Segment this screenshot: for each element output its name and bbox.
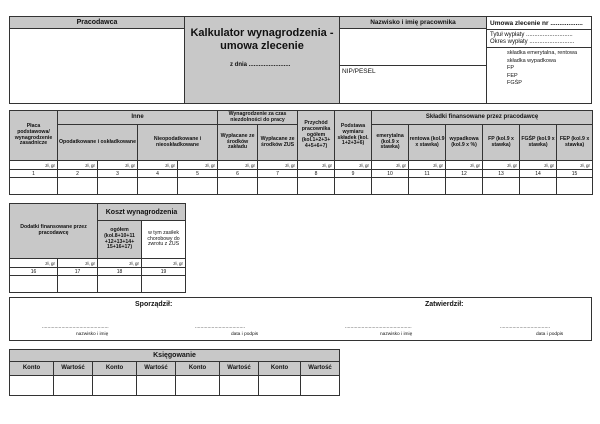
value-cell[interactable] [446, 178, 483, 195]
unit-cell: zł, gr [58, 259, 98, 268]
title-line-2: umowa zlecenie [220, 40, 304, 52]
approved-sign-caption: data i podpis [536, 332, 564, 337]
column-number: 18 [98, 268, 142, 276]
column-number: 8 [298, 170, 335, 178]
unit-cell: zł, gr [520, 161, 557, 170]
value-cell[interactable] [98, 276, 142, 293]
employee-section [339, 16, 487, 104]
payment-period[interactable]: Okres wypłaty ........................... [487, 38, 591, 48]
date-field[interactable]: z dnia ......................... [230, 62, 291, 68]
approved-name-line[interactable]: ................................................ [345, 324, 412, 330]
column-number: 19 [142, 268, 186, 276]
value-cell[interactable] [372, 178, 409, 195]
value-cell[interactable] [298, 178, 335, 195]
unit-cell: zł, gr [10, 259, 58, 268]
value-cell[interactable] [142, 276, 186, 293]
unit-cell: zł, gr [298, 161, 335, 170]
cost-table [9, 203, 186, 293]
col-amount: Wartość [137, 362, 176, 376]
unit-cell: zł, gr [483, 161, 520, 170]
value-cell[interactable] [520, 178, 557, 195]
column-number: 7 [258, 170, 298, 178]
prepared-name-line[interactable]: ................................................ [42, 324, 109, 330]
value-cell[interactable] [301, 376, 340, 396]
col-accident: wypadkowa (kol.9 x %) [446, 125, 483, 161]
col-disability: rentowa (kol.9 x stawka) [409, 125, 446, 161]
value-row [10, 376, 340, 396]
unit-cell: zł, gr [10, 161, 58, 170]
column-number: 12 [446, 170, 483, 178]
col-other: Inne [58, 111, 218, 125]
col-total-income: Przychód pracownika ogółem (kol.1+2+3+ 4+5+6+7) [298, 111, 335, 161]
col-account: Konto [259, 362, 301, 376]
value-cell[interactable] [258, 178, 298, 195]
column-number: 13 [483, 170, 520, 178]
value-cell[interactable] [54, 376, 93, 396]
unit-row [10, 161, 593, 170]
unit-cell: zł, gr [58, 161, 98, 170]
column-number: 9 [335, 170, 372, 178]
value-cell[interactable] [93, 376, 137, 396]
col-taxed: Opodatkowane i oskładkowane [58, 125, 138, 161]
contribution-item: składka wypadkowa [507, 57, 556, 64]
nip-label: NIP/PESEL [342, 68, 376, 75]
col-account: Konto [10, 362, 54, 376]
number-row [10, 170, 593, 178]
col-salary-cost: Koszt wynagrodzenia [98, 204, 186, 221]
unit-cell: zł, gr [218, 161, 258, 170]
column-number: 6 [218, 170, 258, 178]
employer-section [9, 16, 185, 104]
prepared-sign-line[interactable]: .................................... [195, 324, 246, 330]
value-cell[interactable] [137, 376, 176, 396]
payment-title[interactable]: Tytuł wypłaty ............................ [490, 32, 573, 38]
col-amount: Wartość [220, 362, 259, 376]
contract-section [486, 16, 592, 104]
prepared-sign-caption: data i podpis [231, 332, 259, 337]
col-contribution-base: Podstawa wymiaru składek (kol. 1+2+3+6) [335, 111, 372, 161]
employee-name-field[interactable] [340, 29, 486, 66]
value-cell[interactable] [218, 178, 258, 195]
column-number: 15 [557, 170, 593, 178]
col-sick-pay: Wynagrodzenie za czas niezdolności do pracy [218, 111, 298, 125]
value-cell[interactable] [178, 178, 218, 195]
column-number: 2 [58, 170, 98, 178]
contribution-item: FP [507, 65, 515, 71]
col-amount: Wartość [301, 362, 340, 376]
col-cost-total: ogółem (kol.8+10+11 +12+13+14+ 15+16+17) [98, 221, 142, 259]
value-cell[interactable] [259, 376, 301, 396]
value-cell[interactable] [98, 178, 138, 195]
contract-number[interactable]: Umowa zlecenie nr .................. [487, 17, 591, 30]
col-amount: Wartość [54, 362, 93, 376]
value-cell[interactable] [335, 178, 372, 195]
page-title [185, 27, 339, 53]
col-fp: FP (kol.9 x stawka) [483, 125, 520, 161]
col-fep: FEP (kol.9 x stawka) [557, 125, 593, 161]
contribution-item: FGŚP [507, 80, 522, 86]
col-basic-pay: Płaca podstawowa/ wynagrodzenie zasadnicze [10, 111, 58, 161]
unit-cell: zł, gr [98, 161, 138, 170]
salary-table [9, 110, 593, 195]
unit-cell: zł, gr [138, 161, 178, 170]
value-row [10, 178, 593, 195]
signatures-section [9, 297, 592, 341]
number-row [10, 268, 186, 276]
approved-name-caption: nazwisko i imię [380, 332, 413, 337]
unit-cell: zł, gr [98, 259, 142, 268]
col-sick-benefit: w tym zasiłek chorobowy do zwrotu z ZUS [142, 221, 186, 259]
col-employer-contributions: Składki finansowane przez pracodawcę [372, 111, 593, 125]
value-cell[interactable] [10, 276, 58, 293]
approved-sign-line[interactable]: .................................... [500, 324, 551, 330]
value-cell[interactable] [483, 178, 520, 195]
unit-row [10, 259, 186, 268]
accounting-title: Księgowanie [10, 350, 340, 362]
col-paid-employer: Wypłacane ze środków zakładu [218, 125, 258, 161]
unit-cell: zł, gr [446, 161, 483, 170]
value-cell[interactable] [10, 376, 54, 396]
column-number: 3 [98, 170, 138, 178]
value-cell[interactable] [557, 178, 593, 195]
unit-cell: zł, gr [335, 161, 372, 170]
column-number: 16 [10, 268, 58, 276]
column-number: 10 [372, 170, 409, 178]
column-number: 17 [58, 268, 98, 276]
col-account: Konto [93, 362, 137, 376]
unit-cell: zł, gr [258, 161, 298, 170]
value-cell[interactable] [138, 178, 178, 195]
value-cell[interactable] [10, 178, 58, 195]
unit-cell: zł, gr [409, 161, 446, 170]
unit-cell: zł, gr [178, 161, 218, 170]
column-number: 5 [178, 170, 218, 178]
value-cell[interactable] [220, 376, 259, 396]
column-number: 1 [10, 170, 58, 178]
unit-cell: zł, gr [372, 161, 409, 170]
contribution-item: FEP [507, 72, 518, 79]
column-number: 4 [138, 170, 178, 178]
value-cell[interactable] [176, 376, 220, 396]
col-fgsp: FGŚP (kol.9 x stawka) [520, 125, 557, 161]
column-number: 14 [520, 170, 557, 178]
col-pension: emerytalna (kol.9 x stawka) [372, 125, 409, 161]
unit-cell: zł, gr [557, 161, 593, 170]
col-employer-bonuses: Dodatki finansowane przez pracodawcę [10, 204, 98, 259]
col-account: Konto [176, 362, 220, 376]
accounting-table [9, 349, 340, 396]
value-row [10, 276, 186, 293]
title-line-1: Kalkulator wynagrodzenia - [190, 27, 334, 39]
value-cell[interactable] [58, 178, 98, 195]
approved-label: Zatwierdził: [425, 301, 464, 308]
value-cell[interactable] [409, 178, 446, 195]
title-section [184, 16, 340, 104]
employer-label: Pracodawca [10, 17, 184, 29]
unit-cell: zł, gr [142, 259, 186, 268]
contributions-list [487, 48, 591, 88]
column-number: 11 [409, 170, 446, 178]
col-paid-zus: Wypłacane ze środków ZUS [258, 125, 298, 161]
value-cell[interactable] [58, 276, 98, 293]
col-untaxed: Nieopodatkowane i nieoskładkowane [138, 125, 218, 161]
employee-label: Nazwisko i imię pracownika [340, 17, 486, 29]
contribution-item: składka emerytalna, rentowa [507, 50, 578, 56]
prepared-label: Sporządził: [135, 301, 173, 308]
prepared-name-caption: nazwisko i imię [76, 332, 109, 337]
employer-field[interactable] [10, 29, 184, 105]
